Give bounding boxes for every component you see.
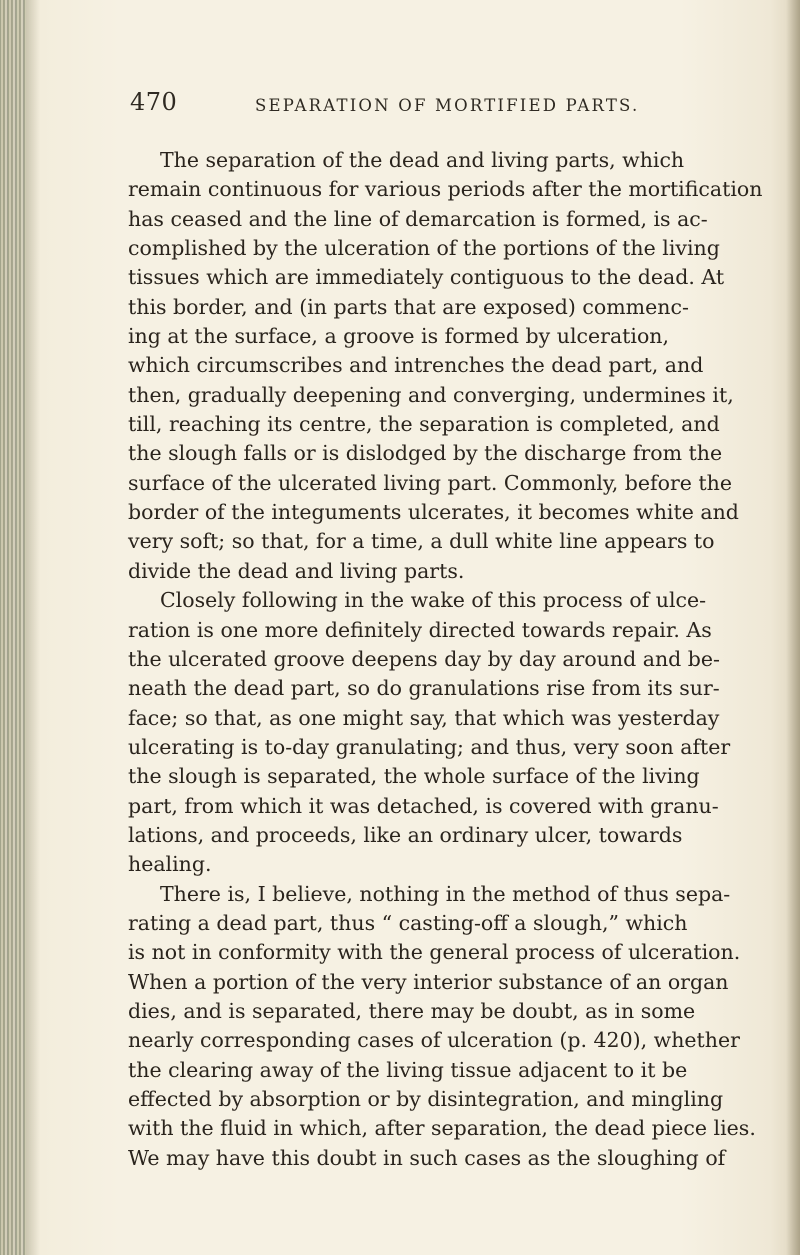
text-line: There is, I believe, nothing in the method of thus sepa- <box>160 881 731 906</box>
text-line: divide the dead and living parts. <box>128 558 465 583</box>
text-line: the slough is separated, the whole surface of the living <box>128 764 700 789</box>
running-head: SEPARATION OF MORTIFIED PARTS. <box>255 96 640 115</box>
text-line: healing. <box>128 852 212 877</box>
text-line: the slough falls or is dislodged by the discharge from the <box>128 441 723 466</box>
text-line: border of the integuments ulcerates, it becomes white and <box>128 500 739 525</box>
book-binding-edge <box>0 0 26 1255</box>
page-number: 470 <box>130 88 178 116</box>
text-line: ing at the surface, a groove is formed by ulceration, <box>128 324 670 349</box>
text-line: lations, and proceeds, like an ordinary ulcer, towards <box>128 822 683 847</box>
text-line: ulcerating is to-day granulating; and thus, very soon after <box>128 734 731 759</box>
text-line: part, from which it was detached, is covered with granu- <box>128 793 719 818</box>
text-line: surface of the ulcerated living part. Commonly, before the <box>128 470 733 495</box>
text-line: face; so that, as one might say, that which was yesterday <box>128 705 720 730</box>
text-line: When a portion of the very interior substance of an organ <box>128 969 729 994</box>
page-right-edge <box>786 0 800 1255</box>
text-line: has ceased and the line of demarcation is formed, is ac- <box>128 206 708 231</box>
text-line: very soft; so that, for a time, a dull white line appears to <box>128 529 715 554</box>
page-header <box>0 86 800 126</box>
text-line: then, gradually deepening and converging, undermines it, <box>128 382 734 407</box>
text-line: Closely following in the wake of this process of ulce- <box>160 588 707 613</box>
text-line: with the fluid in which, after separation, the dead piece lies. <box>128 1116 756 1141</box>
body-text <box>128 146 763 1173</box>
text-line: We may have this doubt in such cases as the sloughing of <box>128 1145 726 1170</box>
text-line: the clearing away of the living tissue adjacent to it be <box>128 1057 688 1082</box>
text-line: this border, and (in parts that are exposed) commenc- <box>128 294 689 319</box>
text-line: neath the dead part, so do granulations rise from its sur- <box>128 676 720 701</box>
text-line: till, reaching its centre, the separation is completed, and <box>128 412 720 437</box>
text-line: is not in conformity with the general process of ulceration. <box>128 940 741 965</box>
text-line: dies, and is separated, there may be doubt, as in some <box>128 998 696 1023</box>
text-line: nearly corresponding cases of ulceration (p. 420), whether <box>128 1028 740 1053</box>
text-line: ration is one more definitely directed towards repair. As <box>128 617 712 642</box>
text-line: remain continuous for various periods after the mortification <box>128 177 763 202</box>
text-line: rating a dead part, thus “ casting-off a slough,” which <box>128 910 688 935</box>
text-line: which circumscribes and intrenches the dead part, and <box>128 353 704 378</box>
text-line: tissues which are immediately contiguous to the dead. At <box>128 265 725 290</box>
text-line: effected by absorption or by disintegration, and mingling <box>128 1087 724 1111</box>
text-line: the ulcerated groove deepens day by day around and be- <box>128 646 720 671</box>
text-line: complished by the ulceration of the portions of the living <box>128 236 720 261</box>
text-line: The separation of the dead and living parts, which <box>160 148 685 172</box>
